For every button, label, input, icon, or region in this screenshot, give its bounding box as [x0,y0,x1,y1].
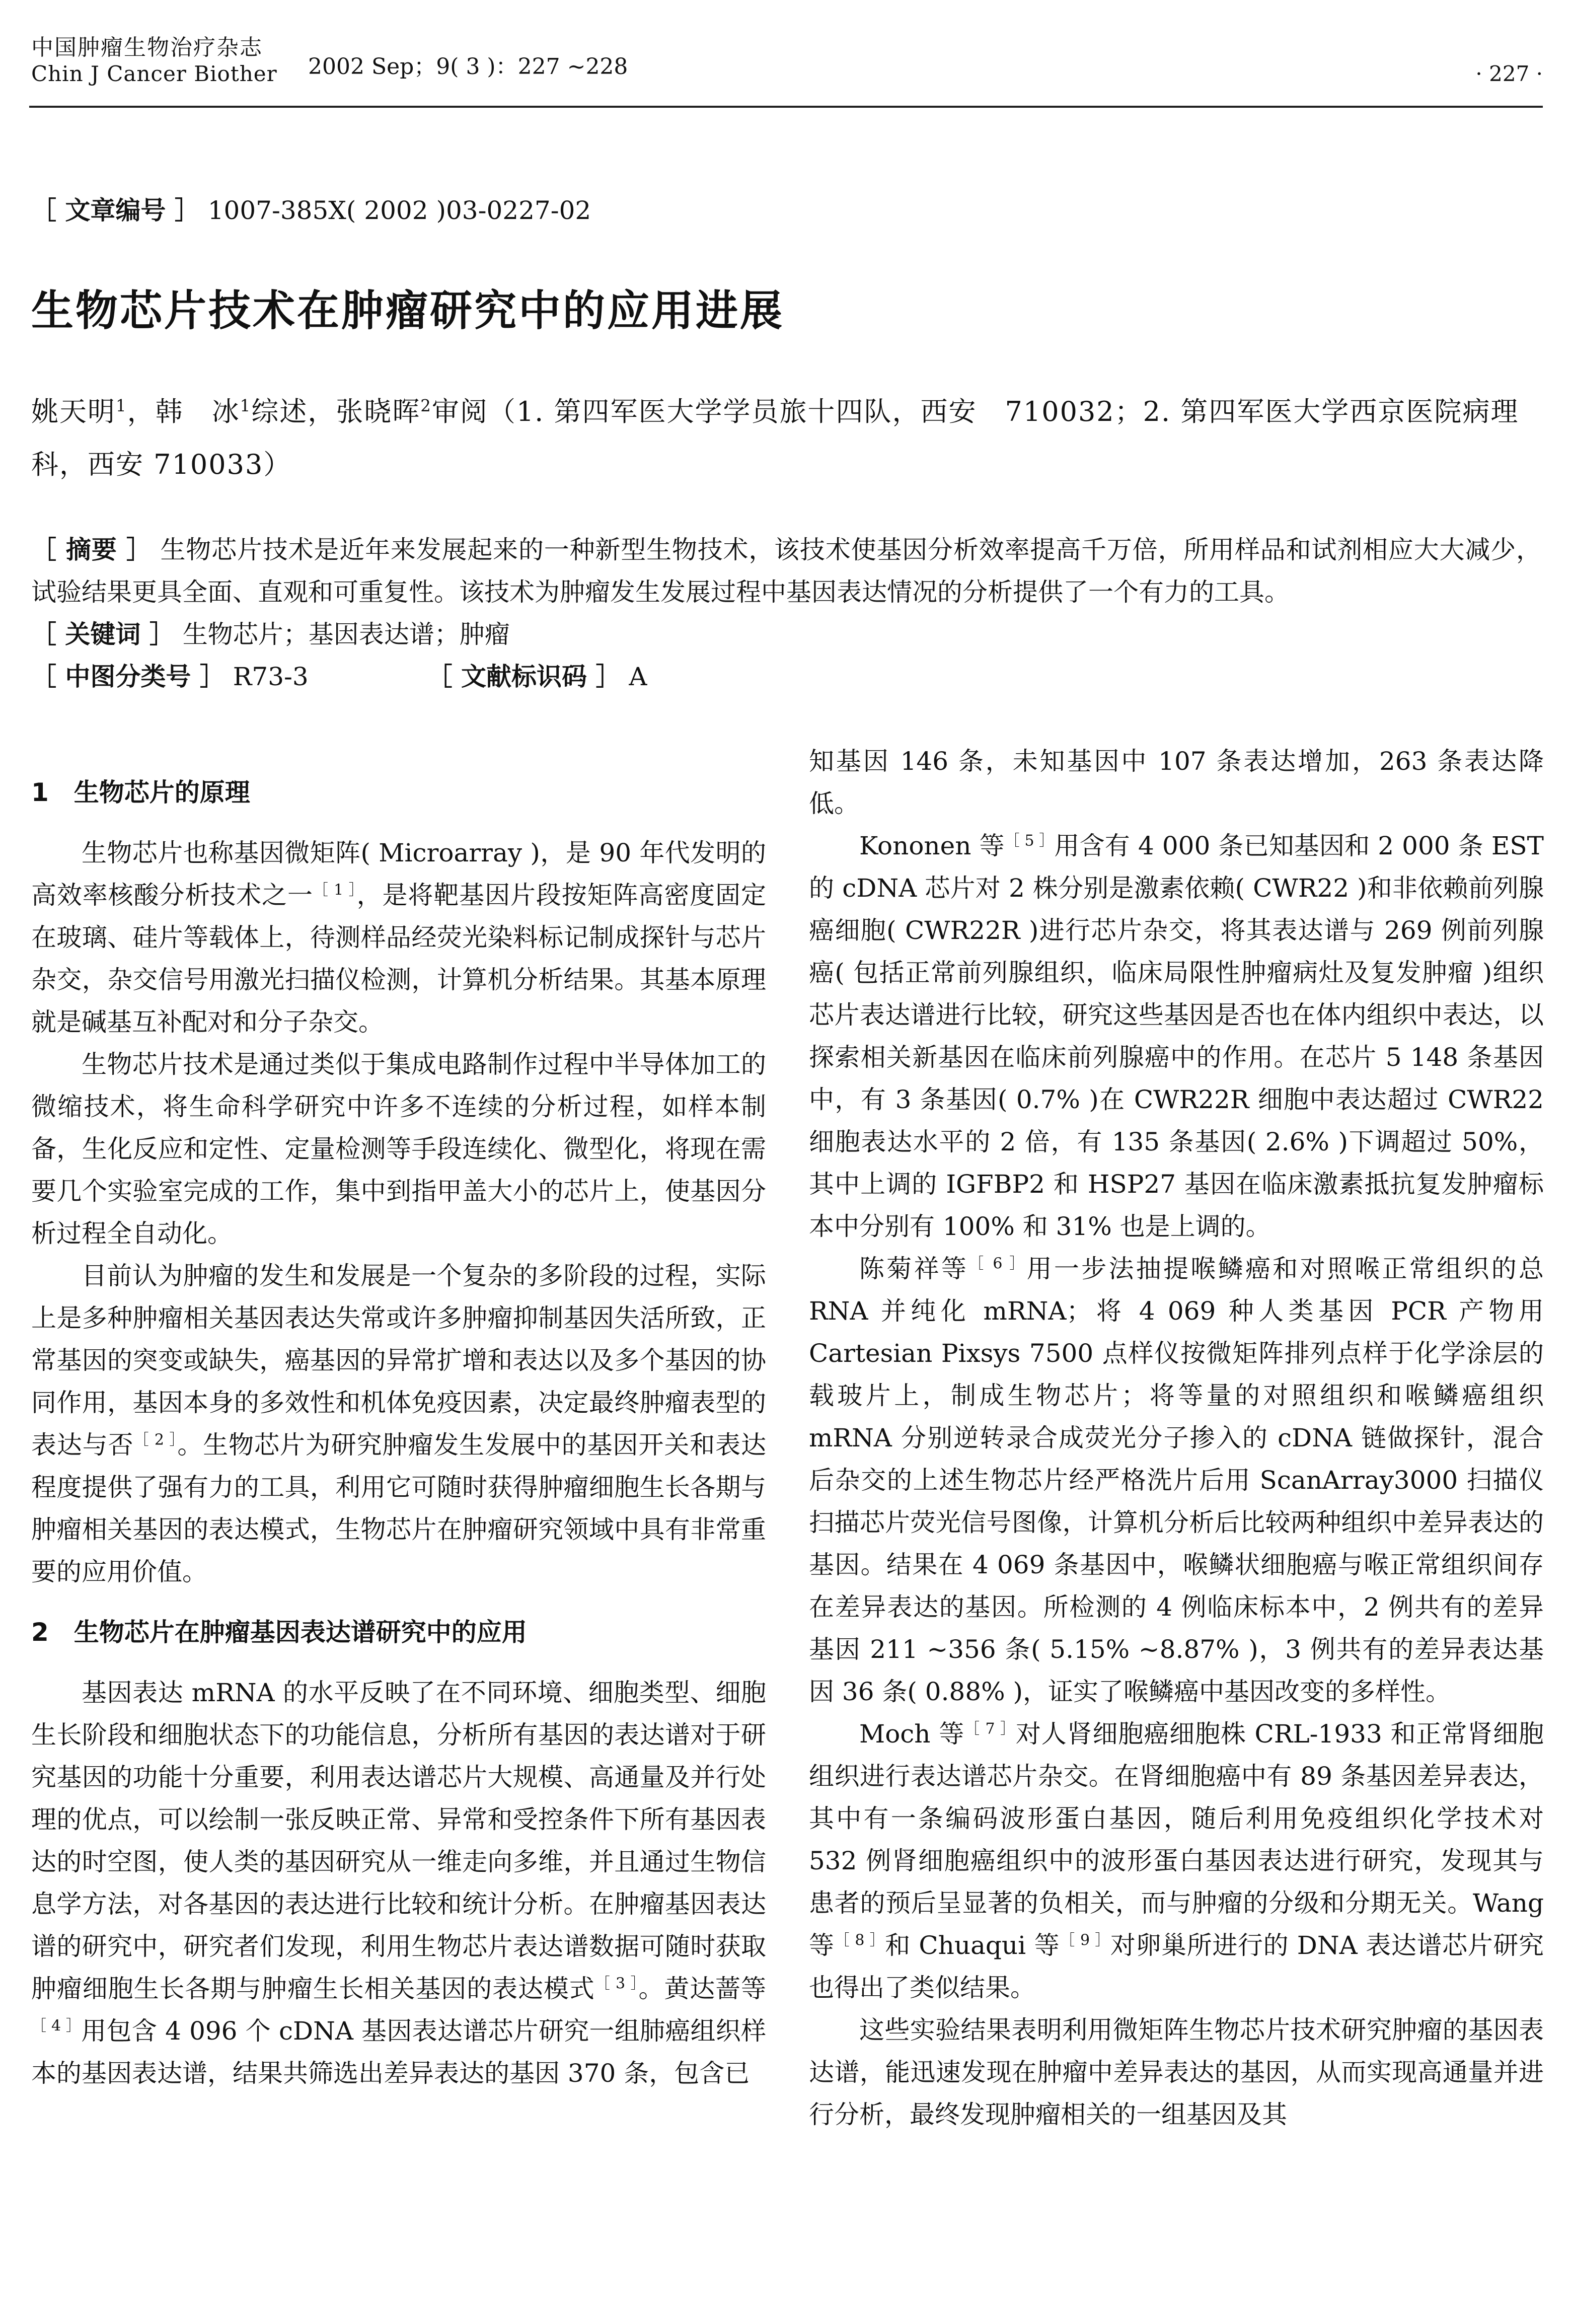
journal-name-cn: 中国肿瘤生物治疗杂志 [31,35,263,60]
section-heading-2: 2 生物芯片在肿瘤基因表达谱研究中的应用 [31,1618,527,1647]
abstract-text: 生物芯片技术是近年来发展起来的一种新型生物技术，该技术使基因分析效率提高千万倍，所用样品和试剂相应大大减少，试验结果更具全面、直观和可重复性。该技术为肿瘤发生发展过程中基因表达情况的分析提供了一个有力的工具。 [31,535,1541,607]
abstract [31,529,1541,613]
doc-code-label: ［ 文献标识码 ］ [427,662,621,691]
affiliation-mark: 1 [116,396,127,415]
paragraph: 这些实验结果表明利用微矩阵生物芯片技术研究肿瘤的基因表达谱，能迅速发现在肿瘤中差异表达的基因，从而实现高通量并进行分析，最终发现肿瘤相关的一组基因及其 [809,2015,1544,2129]
left-column [31,740,766,2094]
affiliation-mark: 1 [240,396,252,415]
author-affiliations: 审阅（1. 第四军医大学学员旅十四队，西安 710032；2. 第四军医大学西京医院病理科，西安 710033） [31,396,1519,480]
citation: ［ 1 ］ [313,881,357,899]
paper-title: 生物芯片技术在肿瘤研究中的应用进展 [31,286,785,335]
volume-info: 2002 Sep；9( 3 )：227 ~228 [308,54,628,80]
paragraph: 目前认为肿瘤的发生和发展是一个复杂的多阶段的过程，实际上是多种肿瘤相关基因表达失常或许多肿瘤抑制基因失活所致，正常基因的突变或缺失，癌基因的异常扩增和表达以及多个基因的协同作用，基因本身的多效性和机体免疫因素，决定最终肿瘤表型的表达与否$^{[ 2 ]}$。生物芯片为研究肿瘤发生发展中的基因开关和表达程度提供了强有力的工具，利用它可随时获得肿瘤细胞生长各期与肿瘤相关基因的表达模式，生物芯片在肿瘤研究领域中具有非常重要的应用价值。 [31,1261,767,1586]
article-number [31,190,591,227]
citation: ［ 2 ］ [133,1431,178,1449]
paragraph: 生物芯片也称基因微矩阵( Microarray )，是 90 年代发明的高效率核酸分析技术之一$^{[ 1 ]}$，是将靶基因片段按矩阵高密度固定在玻璃、硅片等载体上，待测样品经荧光染料标记制成探针与芯片杂交，杂交信号用激光扫描仪检测，计算机分析结果。其基本原理就是碱基互补配对和分子杂交。 [31,838,767,1037]
citation: ［ 6 ］ [968,1255,1027,1273]
article-number-label: ［ 文章编号 ］ [31,196,200,225]
citation: ［ 7 ］ [964,1720,1016,1738]
paragraph: 基因表达 mRNA 的水平反映了在不同环境、细胞类型、细胞生长阶段和细胞状态下的功能信息，分析所有基因的表达谱对于研究基因的功能十分重要，利用表达谱芯片大规模、高通量及并行处理的优点，可以绘制一张反映正常、异常和受控条件下所有基因表达的时空图，使人类的基因研究从一维走向多维，并且通过生物信息学方法，对各基因的表达进行比较和统计分析。在肿瘤基因表达谱的研究中，研究者们发现，利用生物芯片表达谱数据可随时获取肿瘤细胞生长各期与肿瘤生长相关基因的表达模式$^{[ 3 ]}$。黄达蔷等$^{[ 4 ]}$用包含 4 096 个 cDNA 基因表达谱芯片研究一组肺癌组织样本的基因表达谱，结果共筛选出差异表达的基因 370 条，包含已 [31,1678,767,2088]
paragraph: 陈菊祥等$^{[ 6 ]}$用一步法抽提喉鳞癌和对照喉正常组织的总 RNA 并纯化 mRNA；将 4 069 种人类基因 PCR 产物用 Cartesian Pixsys 7500 点样仪按微矩阵排列点样于化学涂层的载玻片上，制成生物芯片；将等量的对照组织和喉鳞癌组织 mRNA 分别逆转录合成荧光分子掺入的 cDNA 链做探针，混合后杂交的上述生物芯片经严格洗片后用 ScanArray3000 扫描仪扫描芯片荧光信号图像，计算机分析后比较两种组织中差异表达的基因。结果在 4 069 条基因中，喉鳞状细胞癌与喉正常组织间存在差异表达的基因。所检测的 4 例临床标本中，2 例共有的差异基因 211 ~356 条( 5.15% ~8.87% )，3 例共有的差异表达基因 36 条( 0.88% )，证实了喉鳞癌中基因改变的多样性。 [809,1254,1544,1706]
section-heading-1: 1 生物芯片的原理 [31,778,250,807]
keywords-label: ［ 关键词 ］ [31,620,175,649]
journal-name-en: Chin J Cancer Biother [31,61,277,86]
keywords-text: 生物芯片；基因表达谱；肿瘤 [182,620,510,649]
header-rule [29,106,1543,108]
author-name: ，韩 冰 [127,396,240,427]
author-role: 综述，张晓晖 [251,396,421,427]
clc-value: R73-3 [233,662,309,691]
citation: ［ 3 ］ [594,1975,639,1993]
author-line [31,385,1541,491]
page-number: · 227 · [1475,61,1543,86]
clc-label: ［ 中图分类号 ］ [31,662,225,691]
citation: ［ 8 ］ [834,1931,885,1949]
article-number-value: 1007-385X( 2002 )03-0227-02 [207,196,591,225]
citation: ［ 9 ］ [1060,1931,1110,1949]
citation: ［ 5 ］ [1004,832,1055,850]
paragraph: Kononen 等$^{[ 5 ]}$用含有 4 000 条已知基因和 2 000 条 EST 的 cDNA 芯片对 2 株分别是激素依赖( CWR22 )和非依赖前列腺癌细胞( CWR22R )进行芯片杂交，将其表达谱与 269 例前列腺癌( 包括正常前列腺组织，临床局限性肿瘤病灶及复发肿瘤 )组织芯片表达谱进行比较，研究这些基因是否也在体内组织中表达，以探索相关新基因在临床前列腺癌中的作用。在芯片 5 148 条基因中，有 3 条基因( 0.7% )在 CWR22R 细胞中表达超过 CWR22 细胞表达水平的 2 倍，有 135 条基因( 2.6% )下调超过 50%，其中上调的 IGFBP2 和 HSP27 基因在临床激素抵抗复发肿瘤标本中分别有 100% 和 31% 也是上调的。 [809,831,1544,1241]
keywords [31,613,1541,656]
citation: ［ 4 ］ [31,2017,82,2035]
doc-code-value: A [629,662,647,691]
affiliation-mark: 2 [420,396,432,415]
abstract-label: ［ 摘要 ］ [31,535,152,564]
right-column [809,740,1544,2136]
classification-row [31,656,1541,698]
paragraph: 生物芯片技术是通过类似于集成电路制作过程中半导体加工的微缩技术，将生命科学研究中许多不连续的分析过程，如样本制备，生化反应和定性、定量检测等手段连续化、微型化，将现在需要几个实验室完成的工作，集中到指甲盖大小的芯片上，使基因分析过程全自动化。 [31,1050,766,1248]
paragraph: Moch 等$^{[ 7 ]}$对人肾细胞癌细胞株 CRL-1933 和正常肾细胞组织进行表达谱芯片杂交。在肾细胞癌中有 89 条基因差异表达，其中有一条编码波形蛋白基因，随后利用免疫组织化学技术对 532 例肾细胞癌组织中的波形蛋白基因表达进行研究，发现其与患者的预后呈显著的负相关，而与肿瘤的分级和分期无关。Wang 等$^{[ 8 ]}$和 Chuaqui 等$^{[ 9 ]}$对卵巢所进行的 DNA 表达谱芯片研究也得出了类似结果。 [809,1719,1544,2002]
paragraph-continued: 知基因 146 条，未知基因中 107 条表达增加，263 条表达降低。 [809,747,1544,818]
author-name: 姚天明 [31,396,116,427]
